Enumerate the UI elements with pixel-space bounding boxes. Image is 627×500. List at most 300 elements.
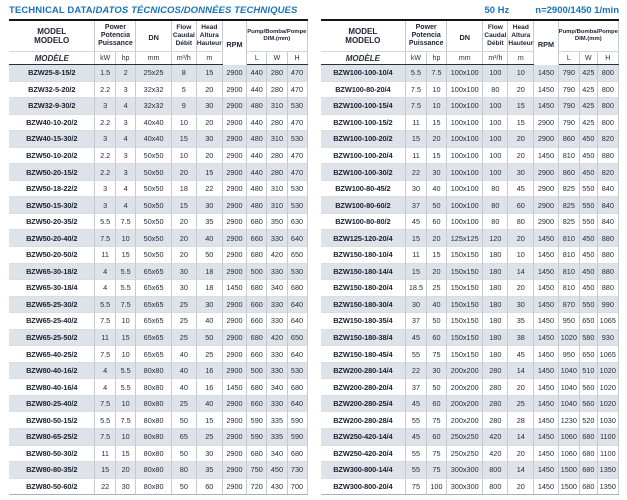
value-cell: 14: [508, 462, 534, 479]
value-cell: 50: [426, 197, 446, 214]
table-row: [9, 263, 307, 280]
value-cell: 425: [580, 98, 598, 115]
value-cell: 1020: [558, 329, 579, 346]
table-row: [321, 263, 619, 280]
unit-head: m: [196, 52, 222, 65]
value-cell: 55: [406, 346, 427, 363]
value-cell: 35: [508, 313, 534, 330]
model-cell: BZW150-180-38/4: [321, 329, 406, 346]
value-cell: 2900: [534, 180, 558, 197]
value-cell: 660: [247, 313, 267, 330]
table-row: [321, 197, 619, 214]
value-cell: 810: [558, 280, 579, 297]
value-cell: 50: [171, 445, 196, 462]
value-cell: 7.5: [95, 313, 116, 330]
value-cell: 1450: [534, 346, 558, 363]
table-row: [9, 65, 307, 82]
value-cell: 80x80: [136, 362, 171, 379]
value-cell: 7.5: [426, 65, 446, 82]
value-cell: 330: [267, 296, 287, 313]
value-cell: 2.2: [95, 114, 116, 131]
value-cell: 35: [196, 213, 222, 230]
title-italic: DATOS TÉCNICOS/DONNÉES TECHNIQUES: [95, 5, 298, 16]
value-cell: 16: [196, 379, 222, 396]
value-cell: 15: [196, 65, 222, 82]
value-cell: 630: [287, 213, 307, 230]
value-cell: 120: [483, 230, 508, 247]
unit-flow: m³/h: [483, 52, 508, 65]
value-cell: 280: [267, 65, 287, 82]
value-cell: 8: [171, 65, 196, 82]
value-cell: 3: [115, 147, 136, 164]
value-cell: 950: [558, 313, 579, 330]
col-dn: DN: [447, 20, 483, 52]
value-cell: 5.5: [115, 263, 136, 280]
value-cell: 18: [196, 280, 222, 297]
value-cell: 470: [287, 114, 307, 131]
value-cell: 100: [483, 131, 508, 148]
value-cell: 730: [287, 462, 307, 479]
page-title: [9, 5, 297, 16]
value-cell: 340: [267, 280, 287, 297]
table-body-right: [321, 65, 619, 495]
value-cell: 45: [406, 429, 427, 446]
value-cell: 4: [95, 280, 116, 297]
value-cell: 80: [483, 180, 508, 197]
model-cell: BZW80-25-40/2: [9, 395, 95, 412]
value-cell: 1020: [597, 362, 618, 379]
value-cell: 840: [597, 213, 618, 230]
model-cell: BZW100-100-30/2: [321, 164, 406, 181]
value-cell: 15: [426, 114, 446, 131]
value-cell: 65x65: [136, 346, 171, 363]
table-row: [321, 65, 619, 82]
value-cell: 280: [483, 362, 508, 379]
model-cell: BZW65-25-50/2: [9, 329, 95, 346]
value-cell: 300x300: [447, 462, 483, 479]
model-cell: BZW100-80-20/4: [321, 81, 406, 98]
value-cell: 180: [483, 280, 508, 297]
value-cell: 580: [580, 329, 598, 346]
model-cell: BZW65-30-18/4: [9, 280, 95, 297]
value-cell: 7.5: [406, 81, 427, 98]
value-cell: 80x80: [136, 478, 171, 495]
value-cell: 950: [558, 346, 579, 363]
value-cell: 3: [115, 114, 136, 131]
value-cell: 1450: [534, 412, 558, 429]
value-cell: 20: [508, 131, 534, 148]
value-cell: 450: [267, 462, 287, 479]
value-cell: 330: [267, 346, 287, 363]
value-cell: 1450: [534, 65, 558, 82]
value-cell: 20: [171, 230, 196, 247]
model-cell: BZW300-800-14/4: [321, 462, 406, 479]
table-row: [9, 362, 307, 379]
col-power: Power Potencia Puissance: [95, 20, 136, 52]
value-cell: 125x125: [447, 230, 483, 247]
value-cell: 800: [597, 114, 618, 131]
value-cell: 20: [115, 462, 136, 479]
value-cell: 590: [247, 429, 267, 446]
value-cell: 30: [196, 131, 222, 148]
value-cell: 590: [287, 412, 307, 429]
value-cell: 550: [580, 213, 598, 230]
value-cell: 2900: [534, 114, 558, 131]
value-cell: 30: [171, 263, 196, 280]
value-cell: 4: [95, 379, 116, 396]
value-cell: 11: [406, 114, 427, 131]
value-cell: 1450: [534, 329, 558, 346]
value-cell: 20: [171, 164, 196, 181]
value-cell: 30: [196, 296, 222, 313]
value-cell: 2900: [222, 329, 246, 346]
value-cell: 280: [483, 412, 508, 429]
value-cell: 470: [287, 164, 307, 181]
value-cell: 2900: [222, 230, 246, 247]
value-cell: 440: [247, 147, 267, 164]
value-cell: 150x150: [447, 247, 483, 264]
value-cell: 10: [171, 147, 196, 164]
value-cell: 800: [597, 98, 618, 115]
value-cell: 5: [171, 81, 196, 98]
value-cell: 2900: [222, 180, 246, 197]
value-cell: 480: [247, 131, 267, 148]
value-cell: 1450: [534, 263, 558, 280]
value-cell: 30: [426, 362, 446, 379]
value-cell: 640: [287, 395, 307, 412]
value-cell: 2900: [222, 445, 246, 462]
value-cell: 700: [287, 478, 307, 495]
value-cell: 2900: [222, 114, 246, 131]
value-cell: 15: [406, 230, 427, 247]
value-cell: 50: [196, 329, 222, 346]
value-cell: 37: [406, 313, 427, 330]
unit-h: H: [597, 52, 618, 65]
value-cell: 1450: [534, 313, 558, 330]
tables-container: [0, 19, 627, 495]
col-model: MODEL MODELO: [321, 20, 406, 52]
value-cell: 65x65: [136, 329, 171, 346]
unit-w: W: [267, 52, 287, 65]
value-cell: 80: [483, 213, 508, 230]
value-cell: 860: [558, 164, 579, 181]
value-cell: 50: [426, 379, 446, 396]
value-cell: 530: [287, 362, 307, 379]
value-cell: 10: [171, 114, 196, 131]
value-cell: 4: [115, 180, 136, 197]
value-cell: 100: [483, 98, 508, 115]
value-cell: 50x50: [136, 147, 171, 164]
value-cell: 790: [558, 65, 579, 82]
value-cell: 180: [483, 329, 508, 346]
model-cell: BZW100-80-80/2: [321, 213, 406, 230]
value-cell: 22: [406, 362, 427, 379]
model-cell: BZW150-180-14/4: [321, 263, 406, 280]
table-row: [9, 81, 307, 98]
value-cell: 11: [406, 147, 427, 164]
value-cell: 80x80: [136, 429, 171, 446]
value-cell: 480: [247, 180, 267, 197]
table-row: [9, 180, 307, 197]
value-cell: 1450: [222, 379, 246, 396]
value-cell: 15: [171, 197, 196, 214]
value-cell: 810: [558, 147, 579, 164]
value-cell: 1020: [597, 379, 618, 396]
value-cell: 2900: [222, 346, 246, 363]
value-cell: 330: [267, 230, 287, 247]
value-cell: 800: [597, 65, 618, 82]
table-row: [321, 478, 619, 495]
value-cell: 880: [597, 147, 618, 164]
value-cell: 2900: [222, 247, 246, 264]
value-cell: 810: [558, 230, 579, 247]
model-cell: BZW65-25-30/2: [9, 296, 95, 313]
value-cell: 550: [580, 296, 598, 313]
value-cell: 1450: [534, 395, 558, 412]
table-row: [321, 429, 619, 446]
value-cell: 2900: [222, 147, 246, 164]
value-cell: 2900: [222, 429, 246, 446]
value-cell: 1450: [534, 247, 558, 264]
value-cell: 1450: [534, 445, 558, 462]
value-cell: 80: [483, 197, 508, 214]
value-cell: 2900: [534, 164, 558, 181]
model-cell: BZW250-420-14/4: [321, 429, 406, 446]
unit-kw: kW: [406, 52, 427, 65]
value-cell: 11: [95, 247, 116, 264]
value-cell: 1040: [558, 379, 579, 396]
value-cell: 25: [171, 296, 196, 313]
value-cell: 530: [287, 197, 307, 214]
value-cell: 640: [287, 313, 307, 330]
spec-table-right: [321, 19, 620, 495]
value-cell: 680: [247, 445, 267, 462]
model-cell: BZW80-65-25/2: [9, 429, 95, 446]
model-cell: BZW40-10-20/2: [9, 114, 95, 131]
value-cell: 450: [580, 164, 598, 181]
value-cell: 30: [406, 180, 427, 197]
model-cell: BZW32-9-30/2: [9, 98, 95, 115]
value-cell: 800: [483, 478, 508, 495]
value-cell: 280: [267, 147, 287, 164]
value-cell: 280: [483, 379, 508, 396]
table-row: [321, 81, 619, 98]
value-cell: 40x40: [136, 114, 171, 131]
table-row: [321, 147, 619, 164]
value-cell: 350: [267, 213, 287, 230]
value-cell: 40: [171, 346, 196, 363]
value-cell: 100: [483, 114, 508, 131]
unit-kw: kW: [95, 52, 116, 65]
value-cell: 32x32: [136, 81, 171, 98]
value-cell: 20: [426, 230, 446, 247]
unit-mm: mm: [136, 52, 171, 65]
model-cell: BZW80-80-35/2: [9, 462, 95, 479]
value-cell: 150x150: [447, 263, 483, 280]
value-cell: 840: [597, 197, 618, 214]
value-cell: 500: [247, 362, 267, 379]
value-cell: 680: [247, 280, 267, 297]
value-cell: 530: [287, 263, 307, 280]
value-cell: 590: [247, 412, 267, 429]
model-cell: BZW80-40-16/4: [9, 379, 95, 396]
value-cell: 65x65: [136, 280, 171, 297]
value-cell: 100: [483, 147, 508, 164]
value-cell: 3: [95, 197, 116, 214]
table-header: [9, 20, 307, 65]
value-cell: 15: [171, 131, 196, 148]
value-cell: 1450: [534, 429, 558, 446]
value-cell: 180: [483, 263, 508, 280]
model-cell: BZW100-100-15/4: [321, 98, 406, 115]
value-cell: 7.5: [95, 429, 116, 446]
value-cell: 2.2: [95, 147, 116, 164]
value-cell: 60: [426, 395, 446, 412]
value-cell: 680: [580, 445, 598, 462]
table-row: [321, 445, 619, 462]
value-cell: 660: [247, 230, 267, 247]
table-row: [9, 329, 307, 346]
col-model-modele: MODÈLE: [321, 52, 406, 65]
value-cell: 1450: [534, 230, 558, 247]
table-row: [321, 395, 619, 412]
value-cell: 180: [483, 313, 508, 330]
value-cell: 2.2: [95, 164, 116, 181]
value-cell: 100x100: [447, 180, 483, 197]
value-cell: 80x80: [136, 395, 171, 412]
value-cell: 680: [287, 445, 307, 462]
col-head: Head Altura Hauteur: [508, 20, 534, 52]
value-cell: 20: [508, 147, 534, 164]
value-cell: 880: [597, 247, 618, 264]
value-cell: 100x100: [447, 131, 483, 148]
table-row: [321, 329, 619, 346]
model-cell: BZW150-180-30/4: [321, 296, 406, 313]
value-cell: 25: [171, 313, 196, 330]
value-cell: 640: [287, 296, 307, 313]
value-cell: 2900: [222, 412, 246, 429]
value-cell: 425: [580, 81, 598, 98]
value-cell: 15: [406, 131, 427, 148]
value-cell: 60: [508, 197, 534, 214]
value-cell: 2900: [222, 296, 246, 313]
value-cell: 2900: [222, 98, 246, 115]
table-row: [9, 147, 307, 164]
unit-hp: hp: [426, 52, 446, 65]
model-cell: BZW200-280-20/4: [321, 379, 406, 396]
value-cell: 80x80: [136, 445, 171, 462]
value-cell: 10: [508, 247, 534, 264]
value-cell: 560: [580, 395, 598, 412]
value-cell: 40: [171, 379, 196, 396]
value-cell: 10: [115, 346, 136, 363]
value-cell: 680: [247, 213, 267, 230]
value-cell: 30: [426, 164, 446, 181]
value-cell: 500: [247, 263, 267, 280]
value-cell: 640: [287, 230, 307, 247]
value-cell: 660: [247, 346, 267, 363]
value-cell: 15: [426, 247, 446, 264]
value-cell: 990: [597, 296, 618, 313]
value-cell: 530: [287, 131, 307, 148]
value-cell: 440: [247, 164, 267, 181]
table-row: [321, 213, 619, 230]
frequency-note: [484, 5, 619, 16]
value-cell: 75: [426, 445, 446, 462]
table-row: [321, 280, 619, 297]
value-cell: 300x300: [447, 478, 483, 495]
value-cell: 510: [580, 362, 598, 379]
value-cell: 2: [115, 65, 136, 82]
value-cell: 590: [287, 429, 307, 446]
value-cell: 2900: [222, 131, 246, 148]
model-cell: BZW50-20-50/2: [9, 247, 95, 264]
value-cell: 80x80: [136, 379, 171, 396]
value-cell: 330: [267, 395, 287, 412]
value-cell: 420: [483, 445, 508, 462]
model-cell: BZW65-25-40/2: [9, 313, 95, 330]
value-cell: 5.5: [95, 296, 116, 313]
value-cell: 330: [267, 313, 287, 330]
value-cell: 30: [406, 296, 427, 313]
table-row: [321, 230, 619, 247]
table-row: [321, 296, 619, 313]
model-cell: BZW32-5-20/2: [9, 81, 95, 98]
value-cell: 4: [115, 131, 136, 148]
value-cell: 50x50: [136, 197, 171, 214]
value-cell: 470: [287, 81, 307, 98]
model-cell: BZW200-280-25/4: [321, 395, 406, 412]
value-cell: 20: [426, 131, 446, 148]
value-cell: 200x200: [447, 362, 483, 379]
value-cell: 660: [247, 395, 267, 412]
value-cell: 420: [267, 329, 287, 346]
value-cell: 10: [115, 429, 136, 446]
value-cell: 10: [115, 313, 136, 330]
value-cell: 3: [115, 81, 136, 98]
value-cell: 340: [267, 379, 287, 396]
model-cell: BZW65-40-25/2: [9, 346, 95, 363]
value-cell: 1060: [558, 445, 579, 462]
value-cell: 2900: [534, 197, 558, 214]
value-cell: 80: [171, 462, 196, 479]
value-cell: 10: [426, 81, 446, 98]
value-cell: 825: [558, 180, 579, 197]
table-row: [321, 114, 619, 131]
value-cell: 15: [406, 263, 427, 280]
value-cell: 2900: [222, 213, 246, 230]
value-cell: 20: [508, 379, 534, 396]
model-cell: BZW125-120-20/4: [321, 230, 406, 247]
value-cell: 280: [267, 164, 287, 181]
value-cell: 200x200: [447, 379, 483, 396]
value-cell: 150x150: [447, 329, 483, 346]
value-cell: 25: [508, 395, 534, 412]
value-cell: 45: [508, 180, 534, 197]
col-model-modele: MODÈLE: [9, 52, 95, 65]
value-cell: 5.5: [406, 65, 427, 82]
value-cell: 3: [95, 131, 116, 148]
value-cell: 310: [267, 197, 287, 214]
value-cell: 650: [287, 247, 307, 264]
value-cell: 1.5: [95, 65, 116, 82]
value-cell: 790: [558, 81, 579, 98]
value-cell: 420: [267, 247, 287, 264]
model-cell: BZW300-800-20/4: [321, 478, 406, 495]
value-cell: 3: [115, 164, 136, 181]
value-cell: 860: [558, 131, 579, 148]
value-cell: 15: [508, 114, 534, 131]
